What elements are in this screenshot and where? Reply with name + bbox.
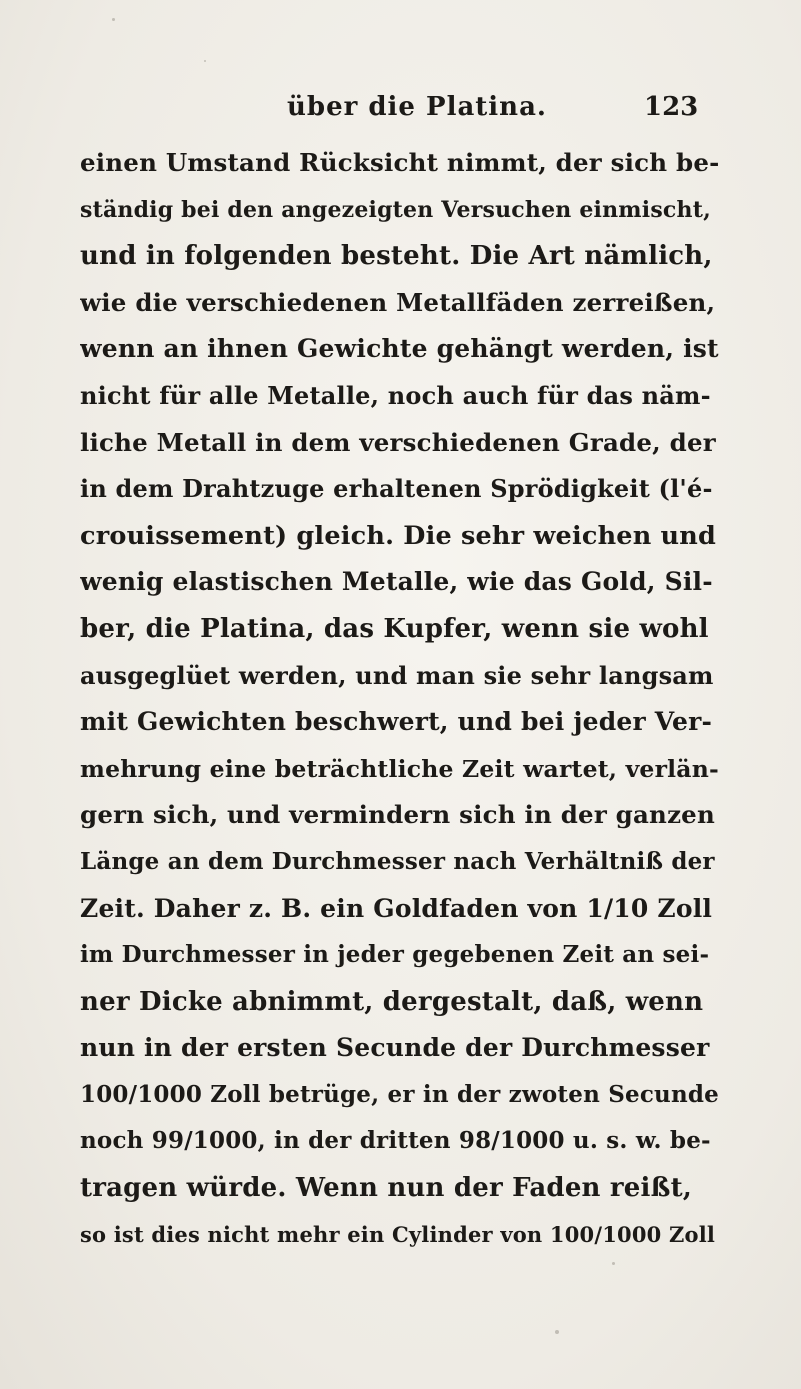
- body-text: [80, 140, 720, 1258]
- text-line: mit Gewichten beschwert, und bei jeder Ver-: [80, 707, 713, 737]
- text-line: liche Metall in dem verschiedenen Grade, der: [80, 427, 716, 457]
- text-line: gern sich, und vermindern sich in der ganzen: [80, 800, 715, 830]
- paper-speck: [555, 1330, 559, 1334]
- text-line: Länge an dem Durchmesser nach Verhältniß der: [80, 847, 715, 875]
- text-line: mehrung eine beträchtliche Zeit wartet, verlän-: [80, 754, 719, 783]
- running-head-title: über die Platina.: [287, 92, 547, 122]
- paper-speck: [112, 18, 115, 21]
- text-line: wie die verschiedenen Metallfäden zerreißen,: [80, 287, 716, 317]
- text-line: in dem Drahtzuge erhaltenen Sprödigkeit (l'é-: [80, 474, 713, 504]
- page-number: 123: [644, 92, 699, 122]
- running-head: [0, 92, 801, 132]
- text-line: wenn an ihnen Gewichte gehängt werden, ist: [80, 334, 719, 364]
- text-line: nun in der ersten Secunde der Durchmesser: [80, 1033, 710, 1063]
- text-line: ner Dicke abnimmt, dergestalt, daß, wenn: [80, 986, 704, 1017]
- text-line: noch 99/1000, in der dritten 98/1000 u. s. w. be-: [80, 1127, 711, 1155]
- text-line: ber, die Platina, das Kupfer, wenn sie wohl: [80, 613, 709, 644]
- text-line: im Durchmesser in jeder gegebenen Zeit an sei-: [80, 941, 710, 969]
- text-line: und in folgenden besteht. Die Art nämlich,: [80, 241, 713, 272]
- text-line: ständig bei den angezeigten Versuchen einmischt,: [80, 196, 711, 223]
- text-line: wenig elastischen Metalle, wie das Gold, Sil-: [80, 567, 713, 597]
- text-line: nicht für alle Metalle, noch auch für das näm-: [80, 380, 711, 410]
- text-line: crouissement) gleich. Die sehr weichen und: [80, 520, 717, 551]
- text-line: einen Umstand Rücksicht nimmt, der sich be-: [80, 148, 720, 177]
- text-line: so ist dies nicht mehr ein Cylinder von 100/1000 Zoll: [80, 1221, 716, 1247]
- text-line: Zeit. Daher z. B. ein Goldfaden von 1/10 Zoll: [80, 893, 713, 923]
- text-line: ausgeglüet werden, und man sie sehr langsam: [80, 660, 714, 690]
- text-line: tragen würde. Wenn nun der Faden reißt,: [80, 1173, 693, 1204]
- paper-speck: [204, 60, 206, 62]
- text-line: 100/1000 Zoll betrüge, er in der zwoten Secunde: [80, 1080, 720, 1108]
- paper-speck: [612, 1262, 615, 1265]
